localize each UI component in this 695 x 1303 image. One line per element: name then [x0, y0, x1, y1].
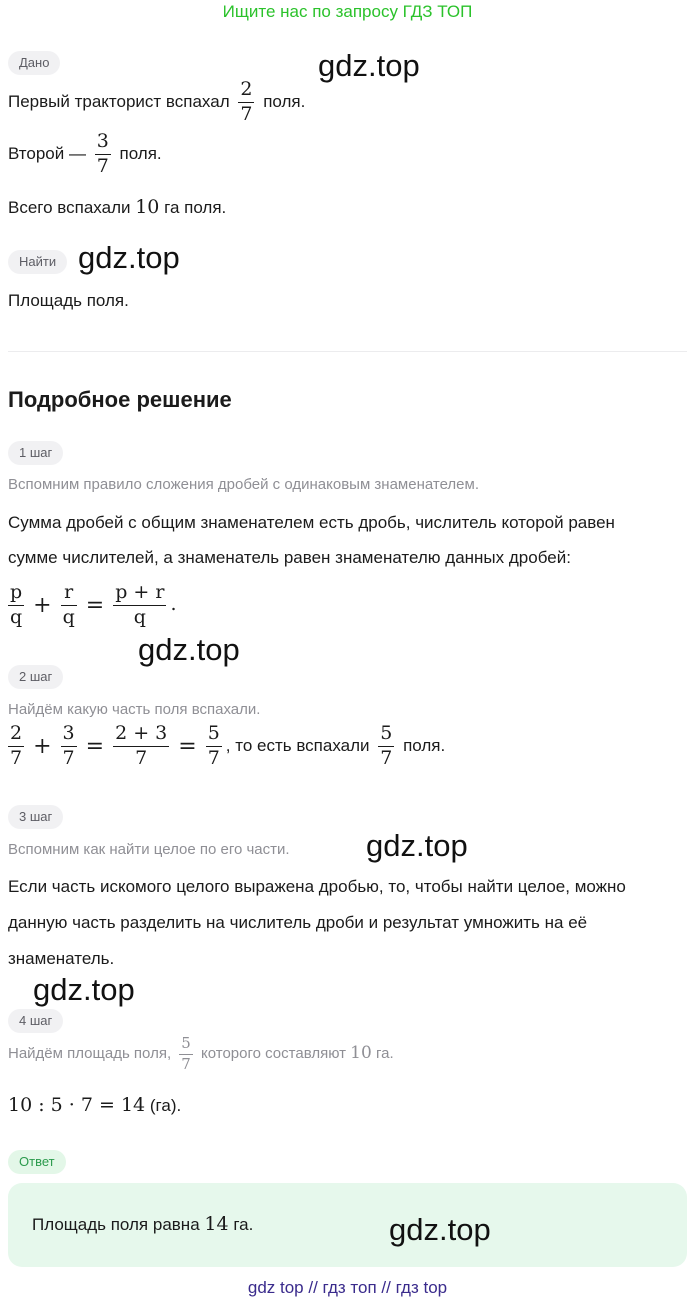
- watermark: gdz.top: [389, 1212, 491, 1247]
- step-2-post-text: поля.: [403, 735, 446, 755]
- watermark: gdz.top: [318, 48, 420, 83]
- step-4-hint-number: 10: [350, 1043, 372, 1064]
- step-4-expr: 10 : 5 · 7 = 14: [8, 1094, 146, 1116]
- footer: [0, 1278, 695, 1298]
- top-banner: Ищите нас по запросу ГДЗ ТОП: [222, 2, 473, 21]
- watermark: gdz.top: [366, 828, 468, 863]
- equals-sign: =: [85, 733, 105, 759]
- step-4-hint: [8, 1036, 394, 1073]
- given-line-3-text: Всего вспахали: [8, 198, 131, 217]
- footer-link-2[interactable]: гдз топ: [322, 1278, 377, 1297]
- footer-separator: //: [381, 1278, 391, 1297]
- fraction: $\frac{5}{7}$: [380, 722, 393, 769]
- given-line-1: [8, 80, 305, 125]
- given-line-3-post: га поля.: [164, 198, 227, 217]
- step-2-mid-text: , то есть вспахали: [225, 735, 370, 755]
- answer-pre: Площадь поля равна: [32, 1215, 200, 1234]
- plus-sign: +: [33, 733, 52, 759]
- given-total-number: 10: [135, 196, 160, 218]
- step-1-hint: Вспомним правило сложения дробей с одинаковым знаменателем.: [8, 476, 479, 493]
- answer-post: га.: [233, 1215, 254, 1234]
- given-line-1-text: Первый тракторист вспахал: [8, 91, 230, 111]
- fraction: $\frac{5}{7}$: [181, 1034, 191, 1073]
- solution-heading: Подробное решение: [8, 387, 232, 412]
- given-line-2-post: поля.: [119, 143, 162, 163]
- footer-link-1[interactable]: gdz top: [247, 1278, 304, 1297]
- fraction: $\frac{p}{q}$: [10, 581, 23, 628]
- fraction: $\frac{5}{7}$: [207, 722, 220, 769]
- footer-separator: //: [308, 1278, 318, 1297]
- divider: [8, 351, 687, 352]
- find-badge: Найти: [8, 250, 67, 274]
- given-line-3: [8, 196, 226, 218]
- fraction: $\frac{2 + 3}{7}$: [115, 722, 168, 769]
- step-2-hint: Найдём какую часть поля вспахали.: [8, 701, 261, 718]
- answer-badge: Ответ: [8, 1150, 66, 1174]
- fraction: $\frac{3}{7}$: [96, 130, 109, 177]
- find-text: Площадь поля.: [8, 291, 129, 310]
- step-4-hint-mid: которого составляют: [201, 1045, 346, 1063]
- equals-sign: =: [178, 733, 197, 759]
- watermark: gdz.top: [33, 972, 135, 1007]
- given-badge: Дано: [8, 51, 60, 75]
- step-4-expression: [8, 1094, 181, 1116]
- footer-link-3[interactable]: гдз top: [395, 1278, 448, 1297]
- watermark: gdz.top: [78, 240, 180, 275]
- step-1-formula: [4, 583, 177, 628]
- answer-value: 14: [204, 1213, 229, 1235]
- fraction: $\frac{r}{q}$: [62, 581, 75, 628]
- given-line-2: [8, 132, 162, 177]
- step-1-text-1: Сумма дробей с общим знаменателем есть дробь, числитель которой равен: [8, 513, 615, 532]
- answer-text: [32, 1213, 253, 1235]
- step-4-expr-post: (га).: [149, 1096, 182, 1115]
- fraction: $\frac{p + r}{q}$: [115, 581, 165, 628]
- plus-sign: +: [33, 592, 52, 618]
- step-3-text-1: Если часть искомого целого выражена дробью, то, чтобы найти целое, можно: [8, 877, 626, 896]
- step-4-hint-post: га.: [375, 1045, 394, 1063]
- step-4-badge: 4 шаг: [8, 1009, 63, 1033]
- period: .: [170, 592, 177, 615]
- given-line-1-post: поля.: [263, 91, 306, 111]
- step-1-badge: 1 шаг: [8, 441, 63, 465]
- step-4-hint-text: Найдём площадь поля,: [8, 1045, 172, 1063]
- step-2-formula: [4, 724, 445, 769]
- step-3-hint: Вспомним как найти целое по его части.: [8, 841, 290, 858]
- step-3-text-3: знаменатель.: [8, 949, 115, 968]
- fraction: $\frac{2}{7}$: [10, 722, 23, 769]
- fraction: $\frac{3}{7}$: [62, 722, 75, 769]
- watermark: gdz.top: [138, 632, 240, 667]
- equals-sign: =: [85, 592, 105, 618]
- step-3-text-2: данную часть разделить на числитель дроби и результат умножить на её: [8, 913, 588, 932]
- fraction: $\frac{2}{7}$: [240, 78, 253, 125]
- step-2-badge: 2 шаг: [8, 665, 63, 689]
- step-1-text-2: сумме числителей, а знаменатель равен знаменателю данных дробей:: [8, 548, 571, 567]
- given-line-2-text: Второй —: [8, 143, 86, 163]
- step-3-badge: 3 шаг: [8, 805, 63, 829]
